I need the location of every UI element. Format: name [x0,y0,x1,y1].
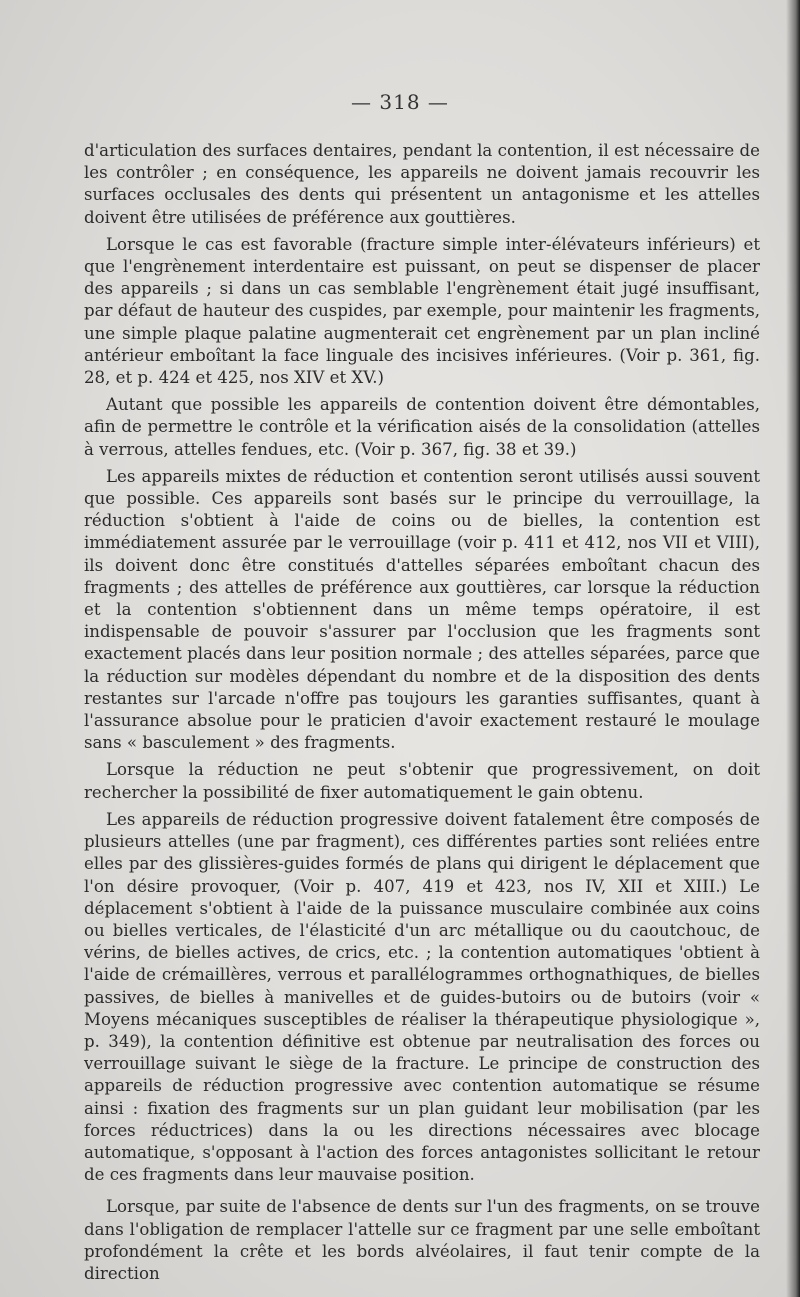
paragraph: Lorsque la réduction ne peut s'obtenir que progressivement, on doit rechercher la possibilité de fixer automatiquement le gain obtenu. [84,760,760,802]
paragraph: Les appareils mixtes de réduction et contention seront utilisés aussi souvent que possible. Ces appareils sont basés sur le principe du verrouillage, la réduction s'obtient à l'aide de coins ou de bielles, la contention est immédiatement assurée par le verrouillage (voir p. 411 et 412, nos VII et VIII), ils doivent donc être constitués d'attelles séparées emboîtant chacun des fragments ; des attelles de préférence aux gouttières, car lorsque la réduction et la contention s'obtiennent dans un même temps opératoire, il est indispensable de pouvoir s'assurer par l'occlusion que les fragments sont exactement placés dans leur position normale ; des attelles séparées, parce que la réduction sur modèles dépendant du nombre et de la disposition des dents restantes sur l'arcade n'offre pas toujours les garanties suffisantes, quant à l'assurance absolue pour le praticien d'avoir exactement restauré le moulage sans « basculement » des fragments. [84,466,760,753]
paragraph: Lorsque le cas est favorable (fracture simple inter-élévateurs inférieurs) et que l'engrènement interdentaire est puissant, on peut se dispenser de placer des appareils ; si dans un cas semblable l'engrènement était jugé insuffisant, par défaut de hauteur des cuspides, par exemple, pour maintenir les fragments, une simple plaque palatine augmenterait cet engrènement par un plan incliné antérieur emboîtant la face linguale des incisives inférieures. (Voir p. 361, fig. 28, et p. 424 et 425, nos XIV et XV.) [84,234,760,388]
paragraph: Autant que possible les appareils de contention doivent être démontables, afin de permettre le contrôle et la vérification aisés de la consolidation (attelles à verrous, attelles fendues, etc. (Voir p. 367, fig. 38 et 39.) [84,395,760,459]
paragraph: Les appareils de réduction progressive doivent fatalement être composés de plusieurs attelles (une par fragment), ces différentes parties sont reliées entre elles par des glissières-guides formés de plans qui dirigent le déplacement que l'on désire provoquer, (Voir p. 407, 419 et 423, nos IV, XII et XIII.) Le déplacement s'obtient à l'aide de la puissance musculaire combinée aux coins ou bielles verticales, de l'élasticité d'un arc métallique ou du caoutchouc, de vérins, de bielles actives, de crics, etc. ; la contention automatiques 'obtient à l'aide de crémaillères, verrous et parallélogrammes orthognathiques, de bielles passives, de bielles à manivelles et de guides-butoirs ou de butoirs (voir « Moyens mécaniques susceptibles de réaliser la thérapeutique physiologique », p. 349), la contention définitive est obtenue par neutralisation des forces ou verrouillage suivant le siège de la fracture. Le principe de construction des appareils de réduction progressive avec contention automatique se résume ainsi : fixation des fragments sur un plan guidant leur mobilisation (par les forces réductrices) dans la ou les directions nécessaires avec blocage automatique, s'opposant à l'action des forces antagonistes sollicitant le retour de ces fragments dans leur mauvaise position. [84,809,760,1185]
paragraph: Lorsque, par suite de l'absence de dents sur l'un des fragments, on se trouve dans l'obligation de remplacer l'attelle sur ce fragment par une selle emboîtant profondément la crête et les bords alvéolaires, il faut tenir compte de la direction [84,1197,760,1283]
page-edge-shadow [786,0,800,1297]
paragraph: d'articulation des surfaces dentaires, pendant la contention, il est nécessaire de les contrôler ; en conséquence, les appareils ne doivent jamais recouvrir les surfaces occlusales des dents qui présentent un antagonisme et les attelles doivent être utilisées de préférence aux gouttières. [84,141,760,227]
body-text [84,140,760,1285]
page-number: — 318 — [351,90,449,114]
